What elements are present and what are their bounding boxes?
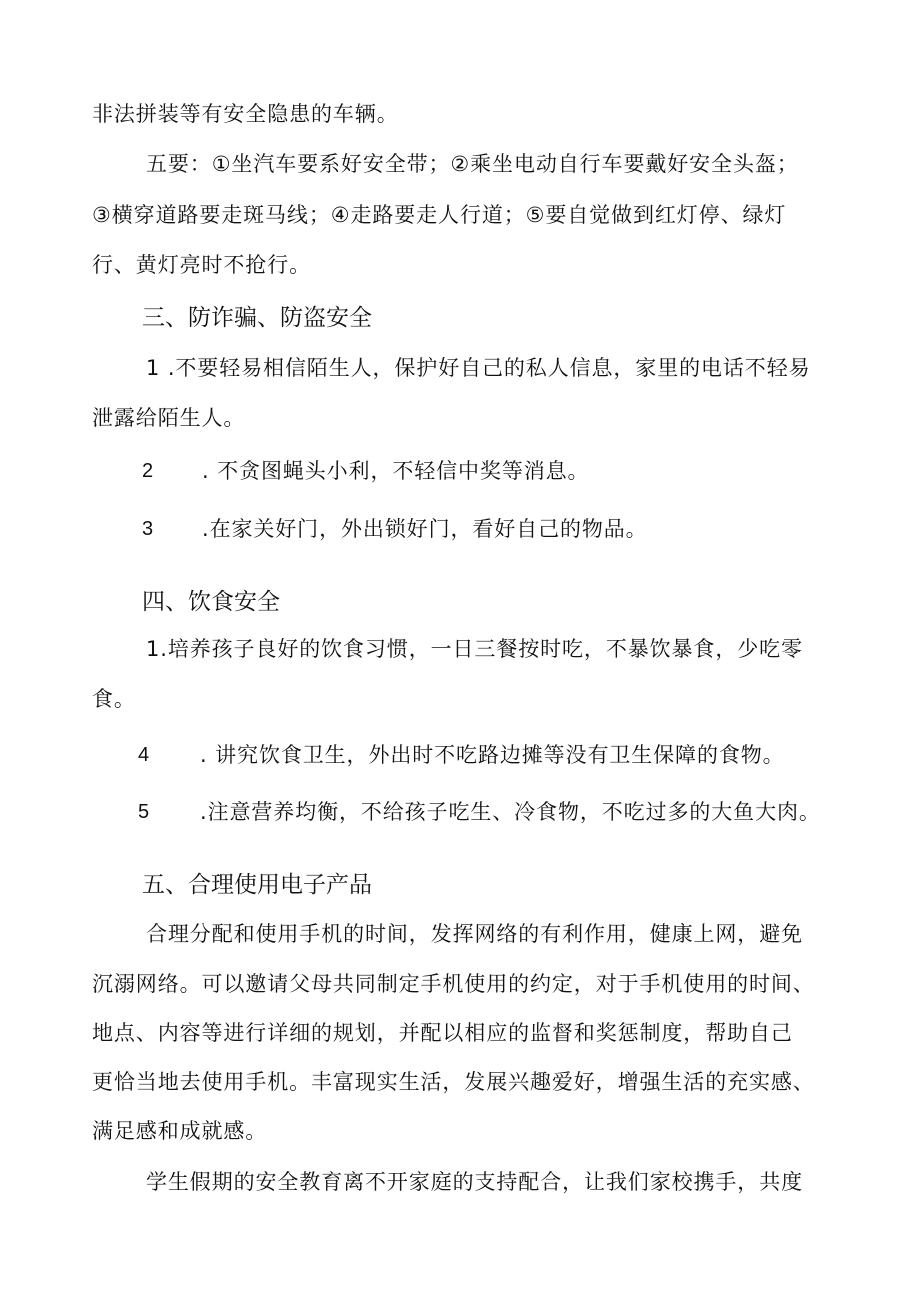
section-5-heading: 五、合理使用电子产品 [142,871,372,897]
paragraph-line: 行、黄灯亮时不抢行。 [92,253,311,277]
five-musts-line: 五要：①坐汽车要系好安全带；②乘坐电动自行车要戴好安全头盔； [146,152,799,176]
paragraph-line: 满足感和成就感。 [92,1119,268,1143]
paragraph-line: 更恰当地去使用手机。丰富现实生活，发展兴趣爱好，增强生活的充实感、 [92,1070,815,1094]
section-3-heading: 三、防诈骗、防盗安全 [142,304,372,330]
closing-paragraph-line: 学生假期的安全教育离不开家庭的支持配合，让我们家校携手，共度 [146,1170,803,1194]
list-item-number: 2 [142,460,154,482]
paragraph-line: 合理分配和使用手机的时间，发挥网络的有利作用，健康上网，避免 [146,922,803,946]
paragraph-line: 非法拼装等有安全隐患的车辆。 [92,102,399,126]
paragraph-line: 沉溺网络。可以邀请父母共同制定手机使用的约定，对于手机使用的时间、 [92,972,815,996]
list-item-number: 4 [138,744,150,766]
list-item-3: .在家关好门，外出锁好门，看好自己的物品。 [202,517,648,541]
list-item-1-continued: 泄露给陌生人。 [92,406,246,430]
list-item-1-continued: 食。 [92,687,136,711]
section-4-heading: 四、饮食安全 [142,588,280,614]
list-item-5: .注意营养均衡，不给孩子吃生、冷食物，不吃过多的大鱼大肉。 [200,800,821,824]
list-item-1: 1 .不要轻易相信陌生人，保护好自己的私人信息，家里的电话不轻易 [146,356,811,380]
list-item-number: 3 [142,518,154,540]
paragraph-line: ③横穿道路要走斑马线；④走路要走人行道；⑤要自觉做到红灯停、绿灯 [92,203,787,227]
list-item-4: . 讲究饮食卫生，外出时不吃路边摊等没有卫生保障的食物。 [200,743,785,767]
paragraph-line: 地点、内容等进行详细的规划，并配以相应的监督和奖惩制度，帮助自己 [92,1021,793,1045]
list-item-1: 1.培养孩子良好的饮食习惯，一日三餐按时吃，不暴饮暴食，少吃零 [146,637,803,661]
list-item-2: . 不贪图蝇头小利，不轻信中奖等消息。 [202,459,590,483]
list-item-number: 5 [138,801,150,823]
